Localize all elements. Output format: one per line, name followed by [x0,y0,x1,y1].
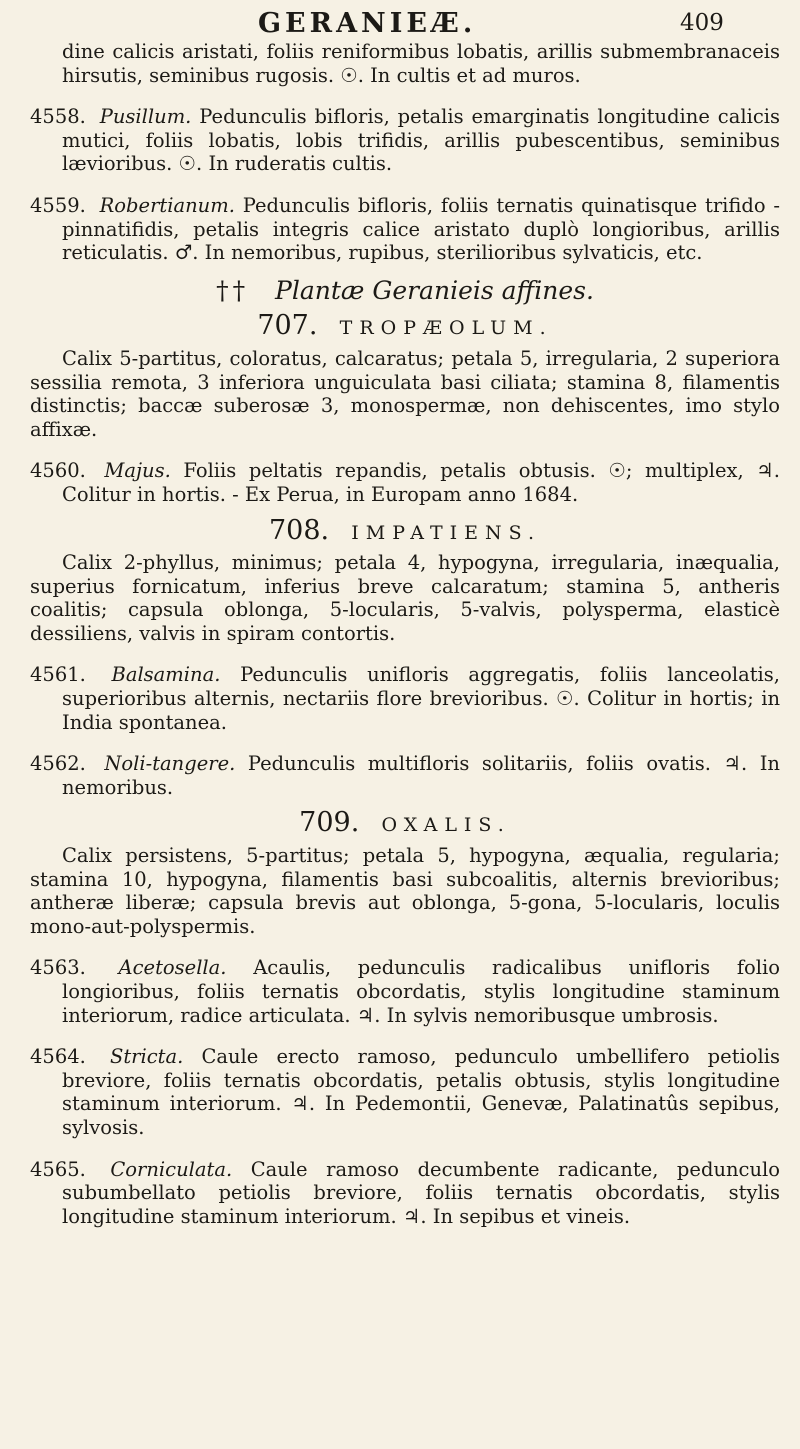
species-name: Balsamina. [111,663,221,687]
genus-description: Calix 2-phyllus, minimus; petala 4, hypogyna, irregularia, inæqualia, superius fornicatum, inferius breve calcaratum; stamina 5, antheris coalitis; capsula oblonga, 5-locularis, 5-valvis, polysperma, elasticè dessiliens, valvis in spiram contortis. [30,551,780,645]
entry-number: 4565. [30,1157,86,1181]
entry-text: Pedunculis multifloris solitariis, foliis ovatis. ♃. In nemoribus. [62,752,780,799]
entry-number: 4561. [30,663,86,687]
entry-text: Acaulis, pedunculis radicalibus unifloris folio longioribus, foliis ternatis obcordatis, stylis longitudine staminum interiorum, radice articulata. ♃. In sylvis nemoribusque umbrosis. [62,956,780,1027]
genus-number: 709. [299,807,360,839]
genus-heading [30,807,780,839]
section-title: Plantæ Geranieis affines. [275,275,594,305]
species-name: Stricta. [109,1045,184,1069]
species-entry [30,663,780,734]
genus-description: Calix 5-partitus, coloratus, calcaratus; petala 5, irregularia, 2 superiora sessilia remota, 3 inferiora unguiculata basi ciliata; stamina 8, filamentis distinctis; baccæ suberosæ 3, monospermæ, non dehiscentes, imo stylo affixæ. [30,346,780,441]
page-header [0,8,800,42]
entry-text: Foliis peltatis repandis, petalis obtusis. ☉; multiplex, ♃. Colitur in hortis. - Ex Perua, in Europam anno 1684. [62,459,780,506]
species-name: Acetosella. [118,956,227,980]
entry-number: 4559. [30,193,86,217]
entry-number: 4558. [30,105,86,129]
section-heading [30,275,780,305]
species-name: Corniculata. [110,1157,233,1181]
entry-text: Pedunculis bifloris, petalis emarginatis longitudine calicis mutici, foliis lobatis, lobis trifidis, arillis pubescentibus, seminibus lævioribus. ☉. In ruderatis cultis. [62,105,780,176]
entry-text: Caule erecto ramoso, pedunculo umbellifero petiolis breviore, foliis ternatis obcordatis, petalis obtusis, stylis longitudine staminum interiorum. ♃. In Pedemontii, Genevæ, Palatinatûs sepibus, sylvosis. [62,1045,780,1139]
entry-number: 4562. [30,752,86,776]
species-entry [30,194,780,265]
genus-heading [30,310,780,342]
species-name: Noli-tangere. [104,752,236,776]
page-number: 409 [680,10,724,36]
species-entry [30,459,780,506]
genus-heading [30,514,780,546]
species-entry [30,105,780,176]
species-entry [30,1158,780,1229]
genus-name: TROPÆOLUM. [339,317,553,340]
species-entry [30,956,780,1027]
continuation-paragraph: dine calicis aristati, foliis reniformibus lobatis, arillis submembranaceis hirsutis, seminibus rugosis. ☉. In cultis et ad muros. [62,40,780,87]
genus-number: 707. [257,310,318,342]
species-name: Robertianum. [99,193,235,217]
genus-description: Calix persistens, 5-partitus; petala 5, hypogyna, æqualia, regularia; stamina 10, hypogyna, filamentis basi subcoalitis, alternis brevioribus; antheræ liberæ; capsula brevis aut oblonga, 5-gona, 5-locularis, loculis mono-aut-polyspermis. [30,844,780,938]
entry-number: 4564. [30,1045,86,1069]
species-entry [30,752,780,799]
entry-text: Pedunculis unifloris aggregatis, foliis lanceolatis, superioribus alternis, nectariis flore brevioribus. ☉. Colitur in hortis; in India spontanea. [62,663,780,734]
page-body [30,40,780,1228]
running-title: GERANIEÆ. [258,8,477,39]
species-entry [30,1045,780,1139]
genus-name: OXALIS. [381,814,511,837]
species-name: Pusillum. [99,105,192,129]
section-marks: †† [216,275,250,305]
entry-text: Caule ramoso decumbente radicante, pedunculo subumbellato petiolis breviore, foliis ternatis obcordatis, stylis longitudine staminum interiorum. ♃. In sepibus et vineis. [62,1157,781,1228]
species-name: Majus. [104,459,171,483]
genus-number: 708. [268,514,330,546]
entry-number: 4563. [30,956,86,980]
entry-text: Pedunculis bifloris, foliis ternatis quinatisque trifido - pinnatifidis, petalis integris calice aristato duplò longioribus, arillis reticulatis. ♂. In nemoribus, rupibus, sterilioribus sylvaticis, etc. [62,193,780,265]
genus-name: IMPATIENS. [351,521,542,544]
entry-number: 4560. [30,459,86,483]
